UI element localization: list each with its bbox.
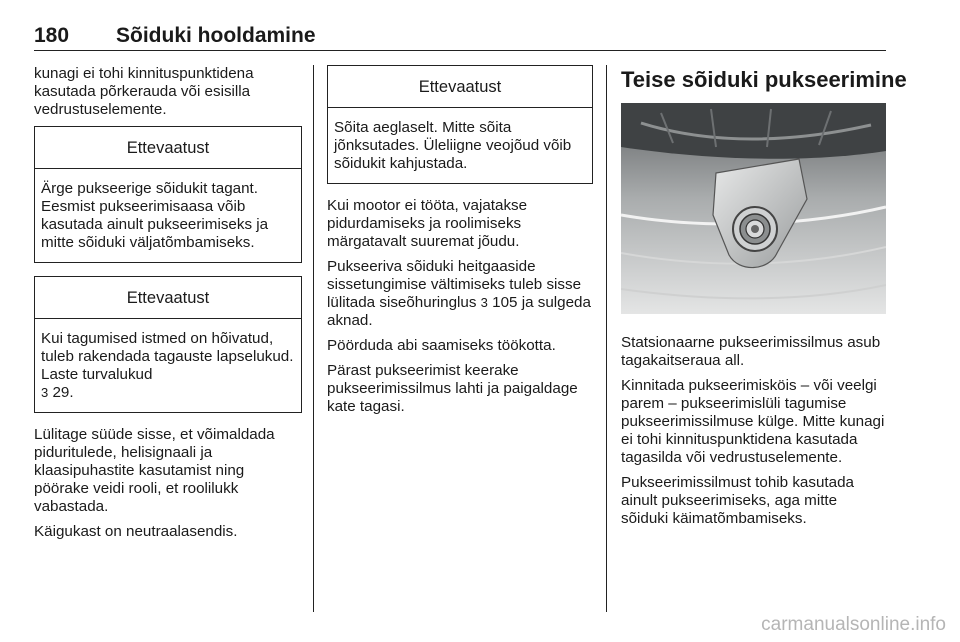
notice-body bbox=[35, 319, 301, 412]
notice-body bbox=[35, 169, 301, 262]
watermark: carmanualsonline.info bbox=[761, 614, 946, 635]
towing-eye-location-paragraph: Statsionaarne pukseerimissilmus asub tagakaitseraua all. bbox=[621, 334, 881, 369]
notice-box-drive-slowly bbox=[327, 65, 593, 184]
gearbox-paragraph: Käigukast on neutraalasendis. bbox=[34, 523, 238, 540]
exhaust-paragraph bbox=[327, 258, 593, 330]
towing-eye-illustration bbox=[621, 103, 886, 314]
engine-off-paragraph: Kui mootor ei tööta, vajatakse pidurdamiseks ja roolimiseks märgatavalt suuremat jõudu. bbox=[327, 197, 528, 250]
attach-rope-paragraph: Kinnitada pukseerimisköis – või veelgi parem – pukseerimislüli tagumise pukseerimissilmuse külge. Mitte kunagi ei tohi kinnituspunktidena kasutada tagasilda või vedrustuselemente. bbox=[621, 377, 885, 466]
after-towing-paragraph: Pärast pukseerimist keerake pukseerimissilmus lahti ja paigaldage kate tagasi. bbox=[327, 362, 578, 415]
page-number: 180 bbox=[34, 24, 70, 47]
notice-box-child-locks bbox=[34, 276, 302, 413]
ignition-paragraph: Lülitage süüde sisse, et võimaldada piduritulede, helisignaali ja klaasipuhastite kasutamist ning pöörake veidi rooli, et roolilukk vabastada. bbox=[34, 426, 275, 515]
exhaust-text: Pukseeriva sõiduki heitgaaside sissetungimise vältimiseks tuleb sisse lülitada siseõhuringlus bbox=[327, 258, 582, 311]
column-left bbox=[34, 65, 302, 548]
page-ref-icon: 3 bbox=[41, 385, 49, 400]
towing-only-paragraph: Pukseerimissilmust tohib kasutada ainult pukseerimiseks, aga mitte sõiduki käimatõmbamiseks. bbox=[621, 474, 854, 527]
intro-paragraph: kunagi ei tohi kinnituspunktidena kasutada põrkerauda või esisilla vedrustuselemente. bbox=[34, 65, 254, 118]
notice-body bbox=[328, 108, 592, 183]
workshop-paragraph: Pöörduda abi saamiseks töökotta. bbox=[327, 337, 556, 354]
chapter-title: Sõiduki hooldamine bbox=[116, 24, 316, 47]
notice-title: Ettevaatust bbox=[328, 66, 592, 108]
notice-box-rear-towing bbox=[34, 126, 302, 263]
notice-text bbox=[41, 330, 295, 402]
column-middle bbox=[327, 65, 593, 423]
column-right bbox=[621, 65, 907, 535]
page-ref-icon: 3 bbox=[480, 295, 488, 310]
page-ref-link[interactable]: 29. bbox=[52, 384, 74, 401]
notice-text: Sõita aeglaselt. Mitte sõita jõnksutades. Üleliigne veojõud võib sõidukit kahjustada. bbox=[334, 119, 572, 172]
notice-title: Ettevaatust bbox=[35, 127, 301, 169]
section-title: Teise sõiduki pukseerimine bbox=[621, 67, 907, 92]
page-header bbox=[34, 24, 886, 51]
column-divider bbox=[606, 65, 607, 612]
notice-title: Ettevaatust bbox=[35, 277, 301, 319]
exhaust-text-end: 105 ja sulgeda aknad. bbox=[327, 294, 591, 329]
notice-text-main: Kui tagumised istmed on hõivatud, tuleb rakendada tagauste lapselukud. Laste turvalukud bbox=[41, 330, 294, 383]
column-divider bbox=[313, 65, 314, 612]
notice-text: Ärge pukseerige sõidukit tagant. Eesmist pukseerimisaasa võib kasutada ainult pukseerimiseks ja mitte sõiduki väljatõmbamiseks. bbox=[41, 180, 269, 251]
